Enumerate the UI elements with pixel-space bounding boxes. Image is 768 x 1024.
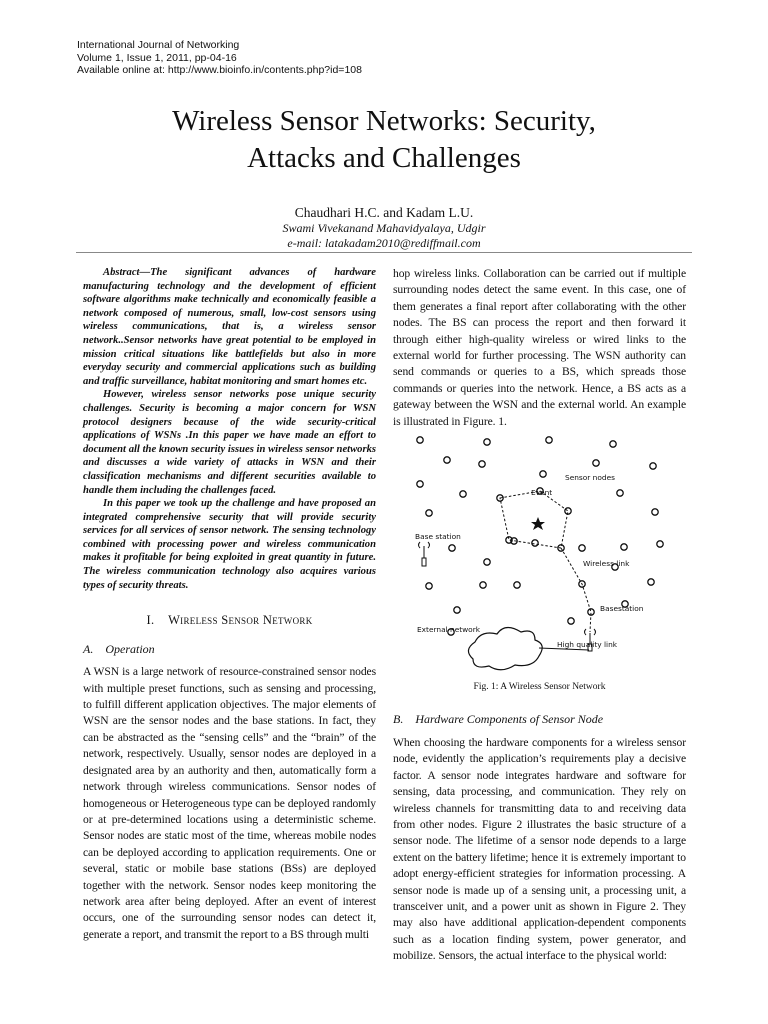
- figure-1: [393, 436, 686, 693]
- label-high-quality-link: High quality link: [557, 640, 618, 650]
- abstract-paragraph-3: In this paper we took up the challenge and have proposed an integrated comprehensive security that will provide security services for all services of sensor network. The sensing technology combined with processing power and wireless communication makes it profitable for being exploited in great quantity in future. The wireless communication technology also acquires various types of security threats.: [83, 498, 376, 591]
- label-base-station: Base station: [415, 532, 461, 542]
- base-station-antenna-icon: [419, 542, 430, 566]
- journal-volume: Volume 1, Issue 1, 2011, pp-04-16: [77, 51, 237, 64]
- header-divider: [76, 252, 692, 253]
- section-heading-1: I. Wireless Sensor Network: [146, 613, 313, 628]
- journal-name: International Journal of Networking: [77, 39, 240, 51]
- hardware-paragraph: When choosing the hardware components for a wireless sensor node, evidently the application’s requirements play a decisive factor. A sensor node integrates hardware and software for sensing, data processing, and communication. They rely on wireless channels for transmitting data to and receiving data from other nodes. Figure 2 illustrates the basic structure of a sensor node. The lifetime of a sensor node depends to a large extent on the battery lifetime; hence it is extremely important to adopt energy-efficient strategies for information processing. A sensor node is made up of a sensing unit, a processing unit, a transceiver unit, and a power unit as shown in Figure 2. They may also have additional application-dependent components such as a location finding system, power generator, and mobilize. Sensors, the actual interface to the physical world:: [393, 736, 686, 963]
- label-event: Event: [531, 488, 553, 498]
- journal-url[interactable]: Available online at: http://www.bioinfo.in/contents.php?id=108: [77, 64, 362, 76]
- wsn-diagram: [393, 436, 686, 676]
- operation-paragraph: A WSN is a large network of resource-constrained sensor nodes with multiple preset functions, such as sensing and processing, to fulfill different application objectives. The major elements of WSN are the sensor nodes and the base stations. In fact, they can be abstracted as the “sensing cells” and the “brain” of the network, respectively. Usually, sensor nodes are deployed in a designated area by an authority and then, automatically form a network through wireless communications. Sensor nodes of homogeneous or Heterogeneous type can be deployed randomly or at pre-determined locations using a deterministic scheme. Sensor nodes are static most of the time, whereas mobile nodes can be deployed according to application requirements. One or several, static or mobile base stations (BSs) are deployed together with the network. Sensor nodes keep monitoring the network area after being deployed. After an event of interest occurs, one of the surrounding sensor nodes can detect it, generate a report, and transmit the report to a BS through multi: [83, 665, 376, 941]
- cluster-dashed-links: [500, 491, 591, 632]
- author-block: [0, 205, 768, 251]
- label-external-network: External network: [417, 625, 481, 635]
- figure-1-caption: Fig. 1: A Wireless Sensor Network: [473, 682, 606, 693]
- subsection-heading-b: B. Hardware Components of Sensor Node: [393, 712, 604, 726]
- abstract-paragraph-1: Abstract—The significant advances of hardware manufacturing technology and the development of efficient software algorithms make technically and economically feasible a network composed of numerous, small, low-cost sensors using wireless communications, that is, a wireless sensor network..Sensor networks have great potential to be employed in mission critical situations like battlefields but also in more everyday security and commercial applications such as building and traffic surveillance, habitat monitoring and smart homes etc.: [83, 267, 376, 387]
- author-email[interactable]: e-mail: latakadam2010@rediffmail.com: [287, 236, 481, 250]
- event-cluster-nodes: [497, 488, 594, 615]
- author-names: Chaudhari H.C. and Kadam L.U.: [294, 205, 474, 220]
- event-star-icon: [531, 517, 545, 530]
- paper-title: Wireless Sensor Networks: Security, Attacks and Challenges: [172, 105, 596, 174]
- subsection-heading-a: A. Operation: [83, 642, 155, 657]
- journal-header: [77, 39, 362, 77]
- label-basestation: Basestation: [600, 604, 644, 614]
- abstract-paragraph-2: However, wireless sensor networks pose unique security challenges. Security is becoming a major concern for WSN protocol designers because of the wide security-critical applications of WSNs .In this paper we have made an effort to document all the known security issues in wireless sensor networks and discusses a wide variety of attacks in WSN and their classification mechanisms and different securities available to handle them including the challenges faced.: [83, 389, 376, 496]
- author-affiliation: Swami Vivekanand Mahavidyalaya, Udgir: [282, 221, 486, 235]
- label-wireless-link: Wireless link: [583, 559, 630, 569]
- intro-paragraph: hop wireless links. Collaboration can be carried out if multiple surrounding nodes detect the same event. In this case, one of them generates a final report after collaborating with the other nodes. The BS can process the report and then forward it through either high-quality wireless or wired links to the external world for further processing. The WSN authority can send commands or queries to a BS, which spreads those commands or queries into the network. Hence, a BS acts as a gateway between the WSN and the external world. An example is illustrated in Figure. 1.: [393, 267, 686, 428]
- label-sensor-nodes: Sensor nodes: [565, 473, 615, 483]
- right-column: [393, 266, 686, 693]
- left-column: [83, 266, 376, 943]
